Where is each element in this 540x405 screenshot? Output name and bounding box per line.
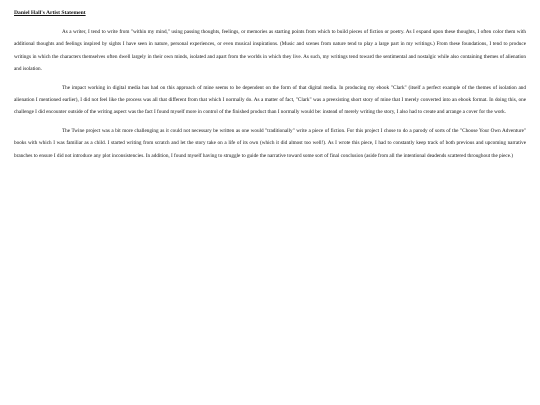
document-title: Daniel Hall's Artist Statement	[14, 10, 86, 16]
paragraph-digital-media-impact: The impact working in digital media has had on this approach of mine seems to be dependent on the form of that digital media. In producing my ebook "Clark" (itself a perfect example of the themes of isolation and alienation I mentioned earlier), I did not feel like the process was all that different from that which I normally do. As a matter of fact, "Clark" was a preexisting short story of mine that I merely converted into an ebook format. In doing this, one challenge I did encounter outside of the writing aspect was the fact I found myself more in control of the finished product than I normally would be: instead of merely writing the story, I also had to create and arrange a cover for the work.	[14, 84, 526, 116]
paragraph-artistic-approach: As a writer, I tend to write from "within my mind," using passing thoughts, feelings, or memories as starting points from which to build pieces of fiction or poetry. As I expand upon these thoughts, I often color them with additional thoughts and feelings inspired by sights I have seen in nature, personal experiences, or even musical inspirations. (Music and scenes from nature tend to play a large part in my writings.) From these foundations, I tend to produce writings in which the characters themselves often dwell largely in their own minds, isolated and apart from the worlds in which they live. As such, my writings tend toward the sentimental and nostalgic while also containing themes of alienation and isolation.	[14, 29, 526, 73]
paragraph-twine-project: The Twine project was a bit more challenging as it could not necessary be written as one would "traditionally" write a piece of fiction. For this project I chose to do a parody of sorts of the "Choose Your Own Adventure" books with which I was familiar as a child. I started writing from scratch and let the story take on a life of its own (which it did almost too well!). As I wrote this piece, I had to constantly keep track of both previous and upcoming narrative branches to ensure I did not introduce any plot inconsistencies. In addition, I found myself having to struggle to guide the narrative toward some sort of final conclusion (aside from all the intentional deadends scattered throughout the piece.)	[14, 127, 526, 159]
